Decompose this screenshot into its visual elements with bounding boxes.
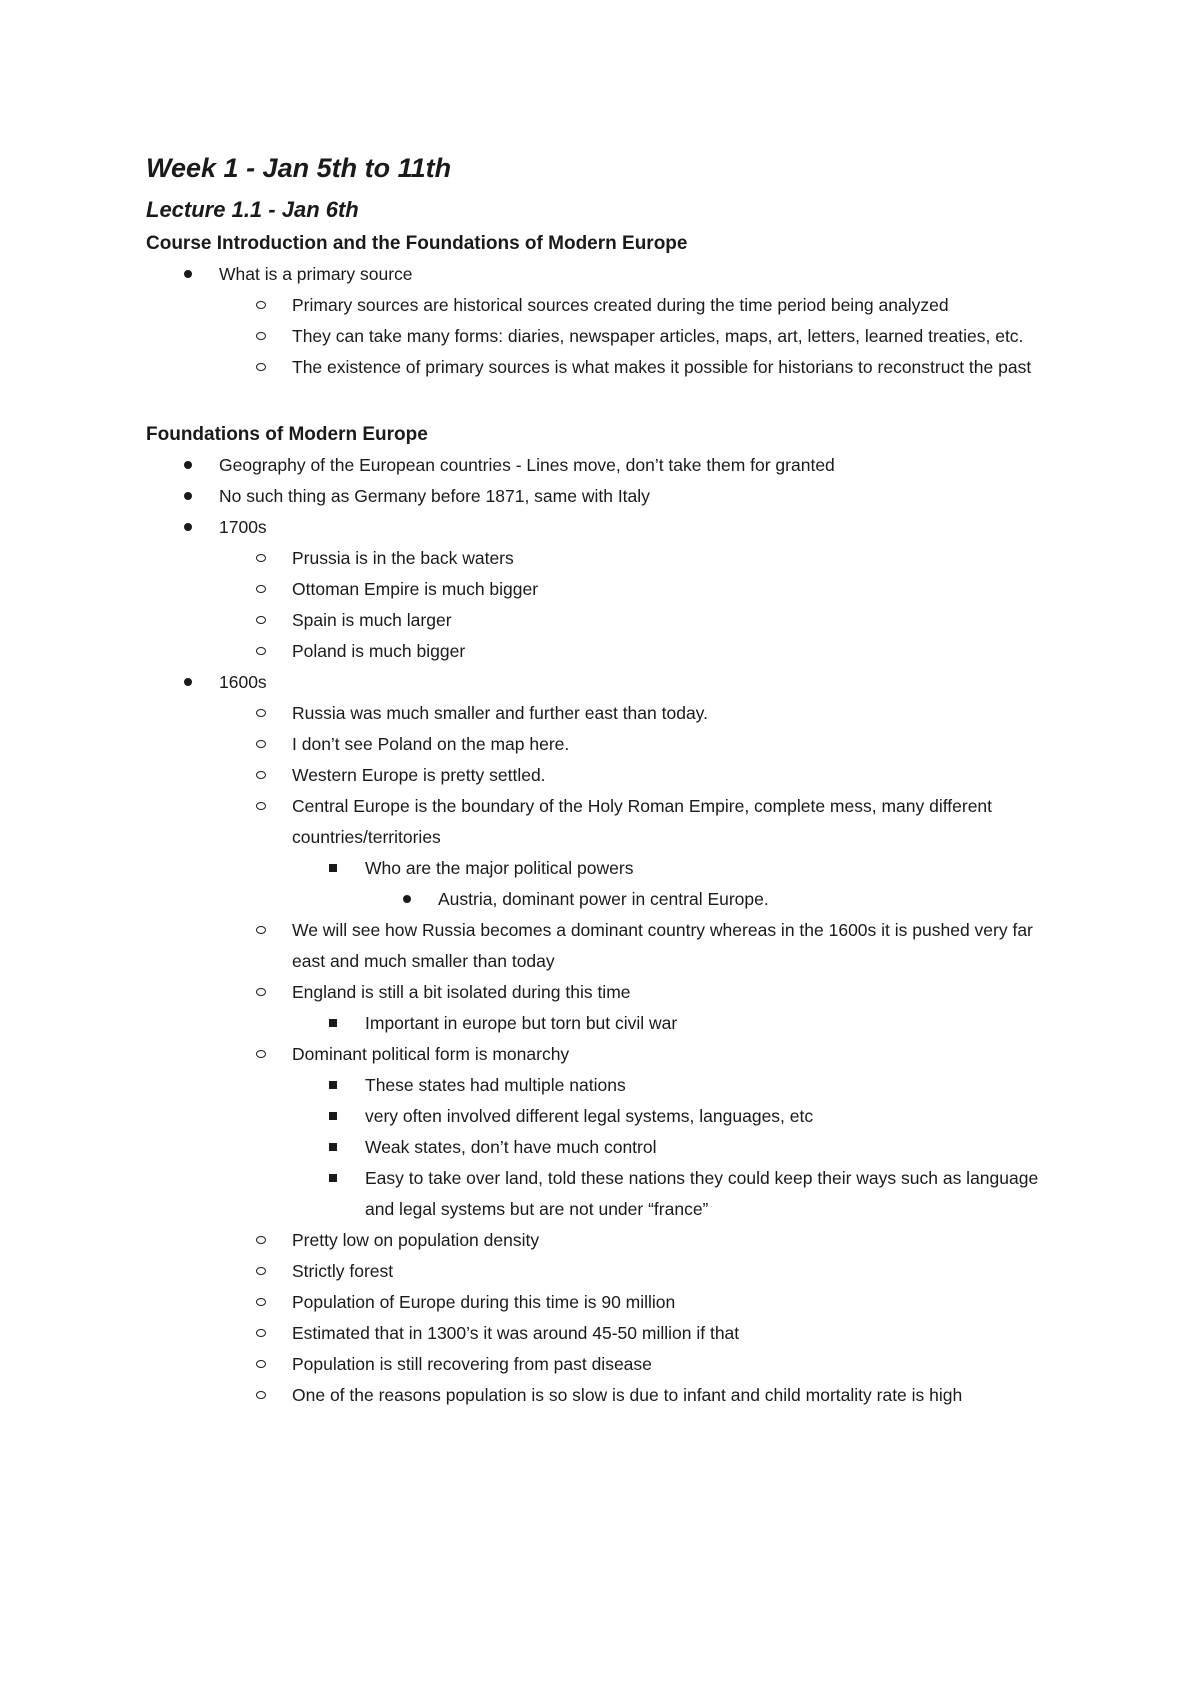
bullet-circle-icon (251, 915, 271, 946)
list-item: We will see how Russia becomes a dominant country whereas in the 1600s it is pushed very far east and much smaller than today (146, 915, 1066, 977)
bullet-square-icon (323, 1101, 343, 1132)
list-item: Who are the major political powers (146, 853, 1066, 884)
list-item: very often involved different legal systems, languages, etc (146, 1101, 1066, 1132)
bullet-circle-icon (251, 574, 271, 605)
list-item: Weak states, don’t have much control (146, 1132, 1066, 1163)
list-item: Geography of the European countries - Lines move, don’t take them for granted (146, 450, 1066, 481)
list-item: England is still a bit isolated during this time (146, 977, 1066, 1008)
bullet-dot-icon (397, 884, 417, 915)
bullet-circle-icon (251, 605, 271, 636)
bullet-circle-icon (251, 352, 271, 383)
bullet-circle-icon (251, 636, 271, 667)
list-item: Estimated that in 1300’s it was around 45-50 million if that (146, 1318, 1066, 1349)
bullet-circle-icon (251, 791, 271, 822)
list-item: Population of Europe during this time is 90 million (146, 1287, 1066, 1318)
list-item: Russia was much smaller and further east than today. (146, 698, 1066, 729)
bullet-dot-icon (178, 667, 198, 698)
bullet-square-icon (323, 853, 343, 884)
list-item: They can take many forms: diaries, newspaper articles, maps, art, letters, learned treaties, etc. (146, 321, 1066, 352)
bullet-circle-icon (251, 1256, 271, 1287)
bullet-square-icon (323, 1163, 343, 1194)
list-item: Population is still recovering from past disease (146, 1349, 1066, 1380)
list-item: What is a primary source (146, 259, 1066, 290)
list-item: Austria, dominant power in central Europe. (146, 884, 1066, 915)
bullet-circle-icon (251, 1225, 271, 1256)
bullet-square-icon (323, 1132, 343, 1163)
list-item: Western Europe is pretty settled. (146, 760, 1066, 791)
bullet-circle-icon (251, 760, 271, 791)
list-item: Dominant political form is monarchy (146, 1039, 1066, 1070)
bullet-circle-icon (251, 1287, 271, 1318)
bullet-circle-icon (251, 543, 271, 574)
list-item: Central Europe is the boundary of the Holy Roman Empire, complete mess, many different countries/territories (146, 791, 1066, 853)
list-item: Ottoman Empire is much bigger (146, 574, 1066, 605)
list-item: I don’t see Poland on the map here. (146, 729, 1066, 760)
list-item: Spain is much larger (146, 605, 1066, 636)
list-item: Easy to take over land, told these nations they could keep their ways such as language and legal systems but are not under “france” (146, 1163, 1066, 1225)
section-heading-foundations: Foundations of Modern Europe (146, 424, 428, 445)
bullet-circle-icon (251, 321, 271, 352)
bullet-dot-icon (178, 512, 198, 543)
bullet-dot-icon (178, 481, 198, 512)
bullet-circle-icon (251, 729, 271, 760)
course-intro-list (146, 259, 1066, 383)
list-item: Poland is much bigger (146, 636, 1066, 667)
bullet-circle-icon (251, 1349, 271, 1380)
list-item: Primary sources are historical sources created during the time period being analyzed (146, 290, 1066, 321)
list-item: Prussia is in the back waters (146, 543, 1066, 574)
bullet-circle-icon (251, 977, 271, 1008)
bullet-dot-icon (178, 259, 198, 290)
bullet-square-icon (323, 1070, 343, 1101)
list-item: No such thing as Germany before 1871, same with Italy (146, 481, 1066, 512)
list-item: 1700s (146, 512, 1066, 543)
document-page (146, 148, 1066, 1411)
list-item: One of the reasons population is so slow is due to infant and child mortality rate is high (146, 1380, 1066, 1411)
list-item: 1600s (146, 667, 1066, 698)
bullet-circle-icon (251, 1380, 271, 1411)
bullet-circle-icon (251, 698, 271, 729)
bullet-square-icon (323, 1008, 343, 1039)
week-title: Week 1 - Jan 5th to 11th (146, 153, 452, 183)
bullet-circle-icon (251, 290, 271, 321)
list-item: The existence of primary sources is what makes it possible for historians to reconstruct the past (146, 352, 1066, 383)
bullet-dot-icon (178, 450, 198, 481)
list-item: Important in europe but torn but civil war (146, 1008, 1066, 1039)
list-item: Strictly forest (146, 1256, 1066, 1287)
list-item: Pretty low on population density (146, 1225, 1066, 1256)
section-heading-course-intro: Course Introduction and the Foundations of Modern Europe (146, 233, 688, 254)
bullet-circle-icon (251, 1318, 271, 1349)
list-item: These states had multiple nations (146, 1070, 1066, 1101)
lecture-title: Lecture 1.1 - Jan 6th (146, 197, 359, 222)
bullet-circle-icon (251, 1039, 271, 1070)
foundations-list (146, 450, 1066, 1411)
